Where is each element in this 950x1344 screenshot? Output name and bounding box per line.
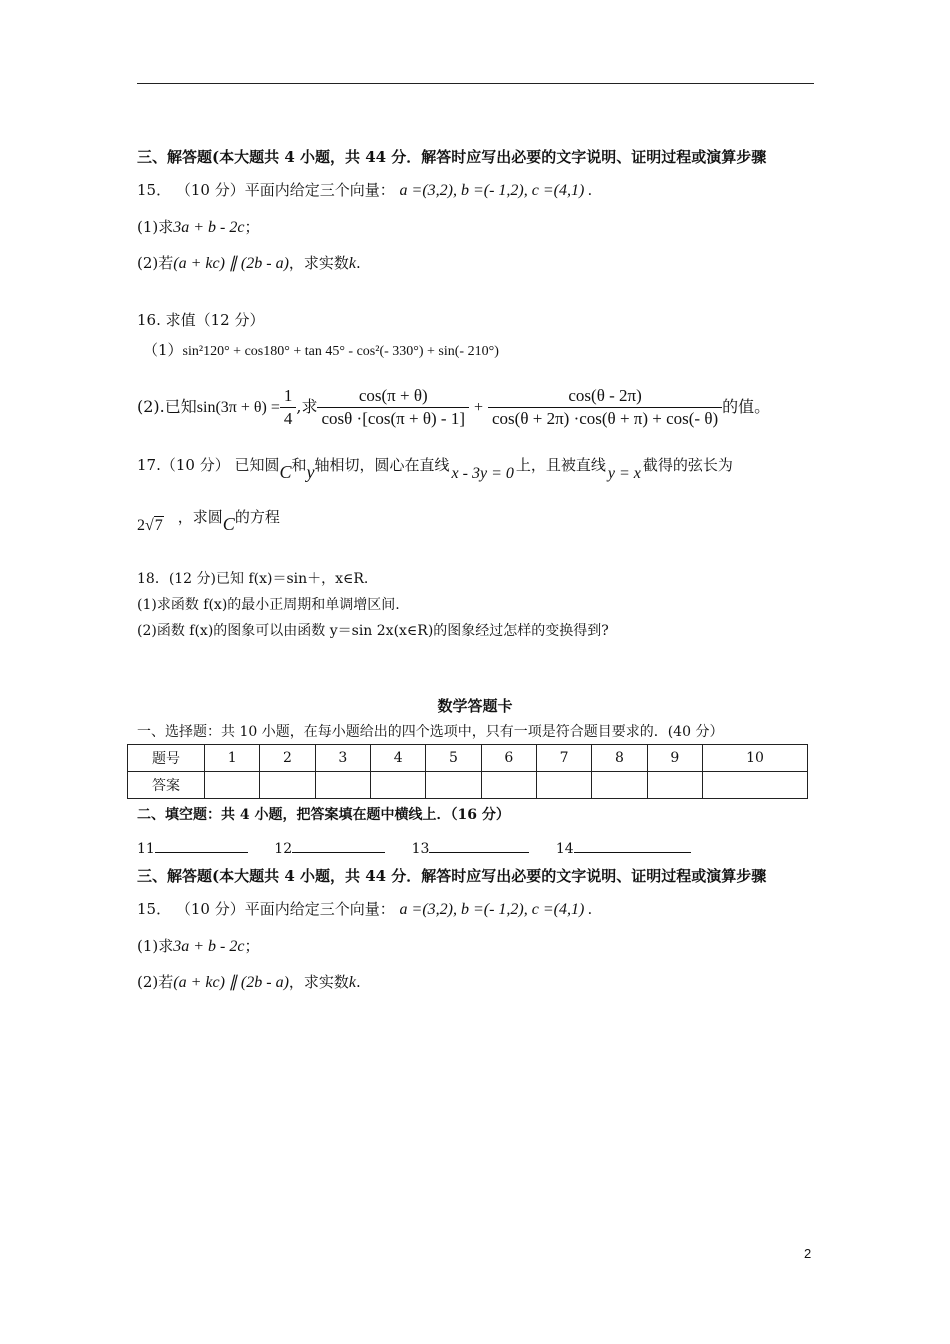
table-row xyxy=(128,745,808,772)
table-number-cell: 5 xyxy=(426,745,481,772)
answer-table xyxy=(127,744,808,799)
answer-cell[interactable] xyxy=(205,772,260,799)
answer-cell[interactable] xyxy=(315,772,370,799)
fill-in-blanks: 11 12 13 14 xyxy=(137,838,691,859)
answer-cell[interactable] xyxy=(592,772,647,799)
blank-line[interactable] xyxy=(429,838,529,853)
blank-line[interactable] xyxy=(574,838,691,853)
fraction-one-quarter: $\frac{1}{4}$ xyxy=(280,385,297,430)
q15-part2: (2)若(a + kc) ∥ (2b - a)，求实数k. xyxy=(137,254,361,272)
answer-cell[interactable] xyxy=(260,772,315,799)
table-number-cell: 1 xyxy=(205,745,260,772)
table-number-cell: 9 xyxy=(647,745,702,772)
q15-part2-repeat: (2)若(a + kc) ∥ (2b - a)，求实数k. xyxy=(137,973,361,991)
section1-heading: 一、选择题：共 10 小题，在每小题给出的四个选项中，只有一项是符合题目要求的．(40 分） xyxy=(137,724,724,740)
table-number-cell: 2 xyxy=(260,745,315,772)
answer-cell[interactable] xyxy=(481,772,536,799)
blank-line[interactable] xyxy=(155,838,248,853)
q18-part2: (2)函数 f(x)的图象可以由函数 y＝sin 2x(x∈R)的图象经过怎样的变换得到? xyxy=(137,623,609,639)
answer-card-title: 数学答题卡 xyxy=(437,697,513,715)
page-number: 2 xyxy=(804,1246,812,1261)
blank-line[interactable] xyxy=(292,838,385,853)
q18-stem: 18．(12 分)已知 f(x)＝sin＋，x∈R. xyxy=(137,571,369,587)
table-header-cell: 题号 xyxy=(128,745,205,772)
q17-continued: 2√7 ，求圆C的方程 xyxy=(137,508,280,534)
section3-heading: 三、解答题(本大题共 4 小题，共 44 分．解答时应写出必要的文字说明、证明过程或演算步骤 xyxy=(137,148,767,166)
answer-cell[interactable] xyxy=(426,772,481,799)
q15-part1-repeat: (1)求3a + b - 2c； xyxy=(137,937,260,955)
answer-cell[interactable] xyxy=(370,772,425,799)
fraction-second-term: $\frac{\cos(\theta - 2\pi)}{\cos(\theta + 2\pi) \cdot\cos(\theta + \pi) + \cos(- \theta)}$ xyxy=(488,385,722,430)
answer-cell[interactable] xyxy=(647,772,702,799)
table-number-cell: 7 xyxy=(536,745,591,772)
answer-cell[interactable] xyxy=(702,772,807,799)
q18-part1: (1)求函数 f(x)的最小正周期和单调增区间. xyxy=(137,597,400,613)
q16-stem: 16. 求值（12 分） xyxy=(137,311,265,329)
q15-stem: 15． （10 分）平面内给定三个向量： a =(3,2), b =(- 1,2), c =(4,1) . xyxy=(137,181,593,199)
q16-part1: （1）sin²120° + cos180° + tan 45° - cos²(- 330°) + sin(- 210°) xyxy=(143,341,499,359)
table-number-cell: 10 xyxy=(702,745,807,772)
table-header-cell: 答案 xyxy=(128,772,205,799)
table-number-cell: 3 xyxy=(315,745,370,772)
q16-part2: (2).已知sin(3π + θ) = $\frac{1}{4}$ ,求 $\frac{\cos(\pi + \theta)}{\cos\theta \cdot[\cos(\pi + \theta) - 1]}$ + $\frac{\cos(\theta - 2\pi)}{\cos(\theta + 2\pi) \cdot\cos(\theta + \pi) + \cos(- \theta)}$ 的值。 xyxy=(137,386,771,428)
q17-stem: 17.（10 分） 已知圆C和y轴相切，圆心在直线 x - 3y = 0 上，且被直线 y = x 截得的弦长为 xyxy=(137,456,733,482)
table-row xyxy=(128,772,808,799)
table-number-cell: 6 xyxy=(481,745,536,772)
q15-part1: (1)求3a + b - 2c； xyxy=(137,218,260,236)
header-rule xyxy=(137,83,814,84)
q15-stem-repeat: 15． （10 分）平面内给定三个向量： a =(3,2), b =(- 1,2), c =(4,1) . xyxy=(137,900,593,918)
answer-cell[interactable] xyxy=(536,772,591,799)
table-number-cell: 4 xyxy=(370,745,425,772)
section3-heading-repeat: 三、解答题(本大题共 4 小题，共 44 分．解答时应写出必要的文字说明、证明过程或演算步骤 xyxy=(137,867,767,885)
fraction-first-term: $\frac{\cos(\pi + \theta)}{\cos\theta \cdot[\cos(\pi + \theta) - 1]}$ xyxy=(317,385,469,430)
section2-heading: 二、填空题：共 4 小题，把答案填在题中横线上．（16 分） xyxy=(137,807,510,823)
table-number-cell: 8 xyxy=(592,745,647,772)
